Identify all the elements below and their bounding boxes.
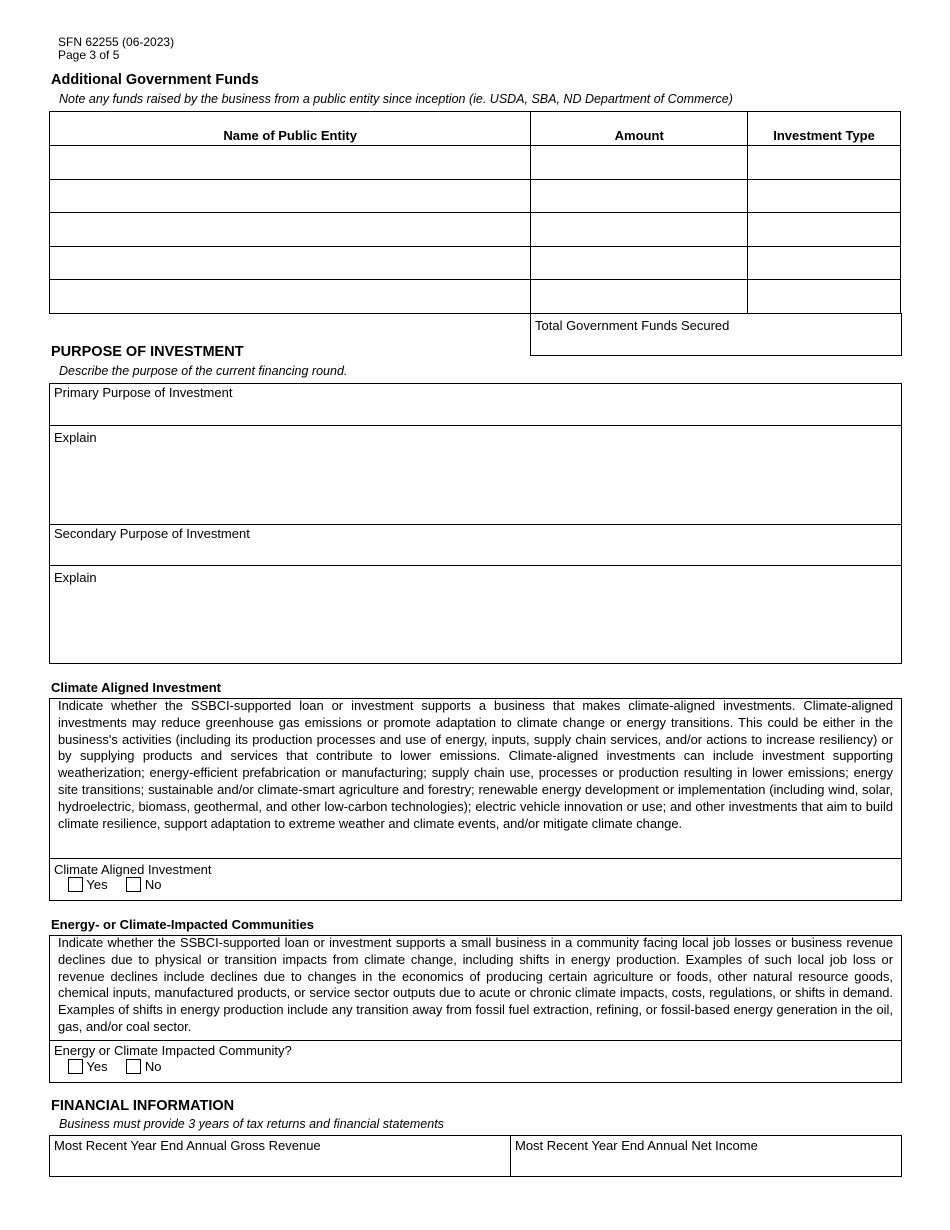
public-entity-cell[interactable]: [50, 247, 531, 280]
energy-title: Energy- or Climate-Impacted Communities: [51, 917, 314, 932]
energy-no-checkbox[interactable]: [126, 1059, 141, 1074]
table-header-row: [50, 112, 901, 146]
secondary-explain-label: Explain: [54, 570, 97, 585]
purpose-box: [49, 383, 902, 664]
climate-title: Climate Aligned Investment: [51, 680, 221, 695]
energy-description: Indicate whether the SSBCI-supported loan or investment supports a small business in a community facing local job losses or business revenue declines due to physical or transition impacts from climate change, including shifts in energy production. Examples of such local job loss or revenue declines include declines due to changes in the economics of producing certain agriculture or foods, other natural resource goods, chemical inputs, manufactured products, or service sector outputs due to acute or chronic climate impacts, costs, regulations, or shifts in demand. Examples of shifts in energy production include any transition away from fossil fuel extraction, refining, or fossil-based energy generation in the oil, gas, and/or coal sector.: [58, 935, 893, 1034]
amount-cell[interactable]: [531, 213, 748, 247]
secondary-purpose-label: Secondary Purpose of Investment: [54, 526, 250, 541]
secondary-purpose-field[interactable]: [50, 525, 901, 566]
total-government-funds-label: Total Government Funds Secured: [535, 318, 730, 333]
energy-no-label: No: [144, 1059, 162, 1074]
investment-type-cell[interactable]: [748, 146, 901, 180]
climate-no-label: No: [144, 877, 162, 892]
energy-yes-checkbox[interactable]: [68, 1059, 83, 1074]
total-government-funds-field[interactable]: [530, 313, 902, 356]
form-number: SFN 62255 (06-2023): [58, 35, 175, 49]
climate-no-checkbox[interactable]: [126, 877, 141, 892]
energy-question: Energy or Climate Impacted Community?: [54, 1043, 292, 1058]
secondary-explain-field[interactable]: [50, 566, 901, 663]
public-entity-cell[interactable]: [50, 213, 531, 247]
climate-options: [68, 877, 161, 892]
column-header-public-entity: Name of Public Entity: [50, 112, 531, 146]
government-funds-title: Additional Government Funds: [51, 72, 259, 88]
net-income-label: Most Recent Year End Annual Net Income: [515, 1138, 758, 1153]
net-income-field[interactable]: [511, 1136, 901, 1176]
gross-revenue-label: Most Recent Year End Annual Gross Revenue: [54, 1138, 321, 1153]
table-row: [50, 213, 901, 247]
public-entity-cell[interactable]: [50, 146, 531, 180]
government-funds-table: [49, 111, 901, 314]
energy-box: [49, 935, 902, 1083]
table-row: [50, 180, 901, 213]
table-row: [50, 247, 901, 280]
energy-options: [68, 1059, 161, 1074]
climate-description: Indicate whether the SSBCI-supported loan or investment supports a business that makes climate-aligned investments. Climate-aligned investments may reduce greenhouse gas emissions or promote adaptation to climate change or energy transitions. This could be either in the business's activities (including its production processes and use of energy, inputs, supply chain services, and/or actions to increase resiliency) or by supplying products and services that contribute to lower emissions. Climate-aligned investments can include investment supporting weatherization; energy-efficient prefabrication or manufacturing; supply chain use, processes or production resulting in lower emissions; energy site transitions; sustainable and/or climate-smart agriculture and forestry; renewable energy development or implementation (including wind, solar, hydroelectric, biomass, geothermal, and other low-carbon technologies); electric vehicle innovation or use; and other investments that aim to build climate resilience, support adaptation to extreme weather and climate events, and/or mitigate climate change.: [58, 698, 893, 831]
column-header-investment-type: Investment Type: [748, 112, 901, 146]
primary-explain-field[interactable]: [50, 426, 901, 525]
primary-explain-label: Explain: [54, 430, 97, 445]
divider: [50, 1040, 901, 1041]
government-funds-note: Note any funds raised by the business from a public entity since inception (ie. USDA, SBA, ND Department of Commerce): [59, 92, 733, 106]
energy-yes-label: Yes: [86, 1059, 108, 1074]
financial-title: FINANCIAL INFORMATION: [51, 1098, 235, 1114]
amount-cell[interactable]: [531, 247, 748, 280]
divider: [50, 858, 901, 859]
purpose-note: Describe the purpose of the current financing round.: [59, 364, 348, 378]
amount-cell[interactable]: [531, 180, 748, 213]
investment-type-cell[interactable]: [748, 280, 901, 314]
investment-type-cell[interactable]: [748, 247, 901, 280]
amount-cell[interactable]: [531, 146, 748, 180]
financial-box: [49, 1135, 902, 1177]
primary-purpose-field[interactable]: [50, 384, 901, 426]
page-number: Page 3 of 5: [58, 48, 120, 62]
public-entity-cell[interactable]: [50, 280, 531, 314]
primary-purpose-label: Primary Purpose of Investment: [54, 385, 233, 400]
public-entity-cell[interactable]: [50, 180, 531, 213]
table-row: [50, 280, 901, 314]
investment-type-cell[interactable]: [748, 180, 901, 213]
purpose-title: PURPOSE OF INVESTMENT: [51, 344, 244, 360]
climate-question: Climate Aligned Investment: [54, 862, 212, 877]
amount-cell[interactable]: [531, 280, 748, 314]
climate-yes-checkbox[interactable]: [68, 877, 83, 892]
gross-revenue-field[interactable]: [50, 1136, 511, 1176]
column-header-amount: Amount: [531, 112, 748, 146]
climate-box: [49, 698, 902, 901]
investment-type-cell[interactable]: [748, 213, 901, 247]
climate-yes-label: Yes: [86, 877, 108, 892]
table-row: [50, 146, 901, 180]
financial-note: Business must provide 3 years of tax returns and financial statements: [59, 1117, 444, 1131]
